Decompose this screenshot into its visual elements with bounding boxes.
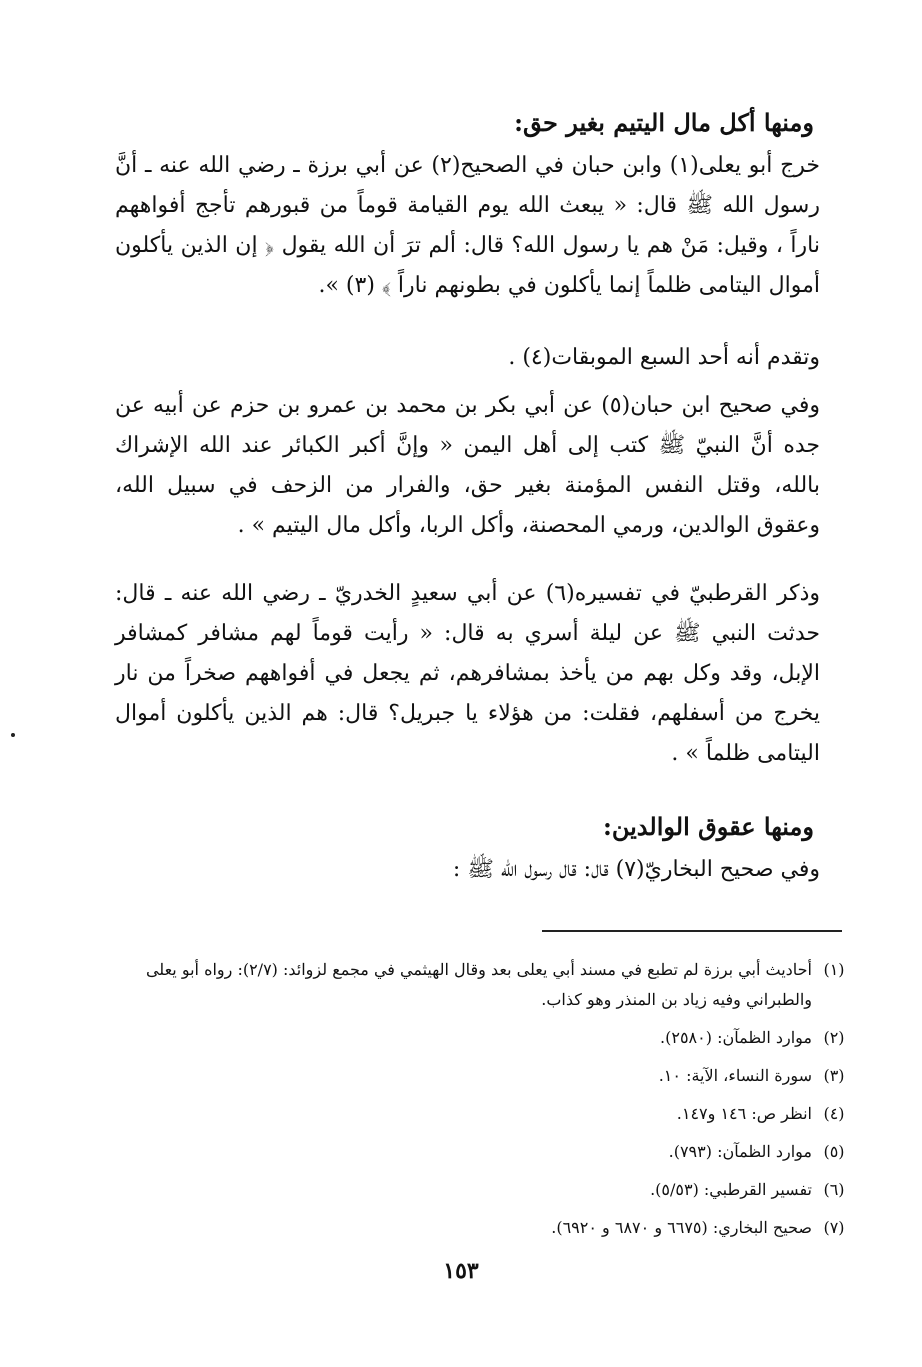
footnotes-list (136, 955, 856, 1251)
footnote-text: انظر ص: ١٤٦ و١٤٧. (676, 1104, 812, 1123)
paragraph-seven-destructive-sins: وتقدم أنه أحد السبع الموبقات(٤) . (508, 345, 820, 370)
footnote-text: موارد الظمآن: (٢٥٨٠). (660, 1028, 812, 1047)
footnote-item (136, 1213, 856, 1243)
footnote-divider (542, 930, 842, 932)
footnote-item (136, 1175, 856, 1205)
footnote-number: (١) (823, 960, 845, 979)
footnote-text: تفسير القرطبي: (٥/٥٣). (650, 1180, 812, 1199)
page-number: ١٥٣ (443, 1258, 479, 1284)
section-heading-orphan-wealth: ومنها أكل مال اليتيم بغير حق: (514, 108, 814, 137)
footnote-number: (٢) (823, 1028, 845, 1047)
footnote-text: موارد الظمآن: (٧٩٣). (668, 1142, 812, 1161)
footnote-text: صحيح البخاري: (٦٦٧٥ و ٦٨٧٠ و ٦٩٢٠). (551, 1218, 812, 1237)
footnote-number: (٦) (823, 1180, 845, 1199)
footnote-text: أحاديث أبي برزة لم تطبع في مسند أبي يعلى بعد وقال الهيثمي في مجمع لزوائد: (٢/٧): رواه أبو يعلى والطبراني وفيه زياد بن المنذر وهو كذاب. (145, 960, 812, 1009)
paragraph-bukhari-intro: وفي صحيح البخاريّ(٧) قال: قال رسول الله ﷺ : (452, 857, 820, 882)
paragraph-qurtubi-night-journey: وذكر القرطبيّ في تفسيره(٦) عن أبي سعيدٍ الخدريّ ـ رضي الله عنه ـ قال: حدثت النبي ﷺ عن ليلة أسري به قال: « رأيت قوماً لهم مشافر كمشافر الإبل، وقد وكل بهم من يأخذ بمشافرهم، ثم يجعل في أفواههم صخراً من نار يخرج من أسفلهم، فقلت: من هؤلاء يا جبريل؟ قال: هم الذين يأكلون أموال اليتامى ظلماً » . (115, 581, 820, 766)
footnote-number: (٥) (823, 1142, 845, 1161)
scan-speck (11, 733, 15, 737)
paragraph-abu-barzah-hadith: خرج أبو يعلى(١) وابن حبان في الصحيح(٢) عن أبي برزة ـ رضي الله عنه ـ أنَّ رسول الله ﷺ قال: « يبعث الله يوم القيامة قوماً من قبورهم تأجج أفواههم ناراً ، وقيل: مَنْ هم يا رسول الله؟ قال: ألم ترَ أن الله يقول ﴿ إن الذين يأكلون أموال اليتامى ظلماً إنما يأكلون في بطونهم ناراً ﴾ (٣) ». (115, 153, 821, 298)
footnote-number: (٤) (823, 1104, 845, 1123)
footnote-item (136, 1023, 856, 1053)
section-heading-disobeying-parents: ومنها عقوق الوالدين: (602, 812, 814, 841)
footnote-item (136, 955, 856, 1015)
footnote-number: (٧) (823, 1218, 845, 1237)
paragraph-ibn-hibban-letter: وفي صحيح ابن حبان(٥) عن أبي بكر بن محمد بن عمرو بن حزم عن أبيه عن جده أنَّ النبيّ ﷺ كتب إلى أهل اليمن « وإنَّ أكبر الكبائر عند الله الإشراك بالله، وقتل النفس المؤمنة بغير حق، والفرار من الزحف في سبيل الله، وعقوق الوالدين، ورمي المحصنة، وأكل الربا، وأكل مال اليتيم » . (115, 393, 820, 538)
footnote-item (136, 1137, 856, 1167)
footnote-item (136, 1061, 856, 1091)
footnote-text: سورة النساء، الآية: ١٠. (658, 1066, 812, 1085)
footnote-number: (٣) (823, 1066, 845, 1085)
footnote-item (136, 1099, 856, 1129)
